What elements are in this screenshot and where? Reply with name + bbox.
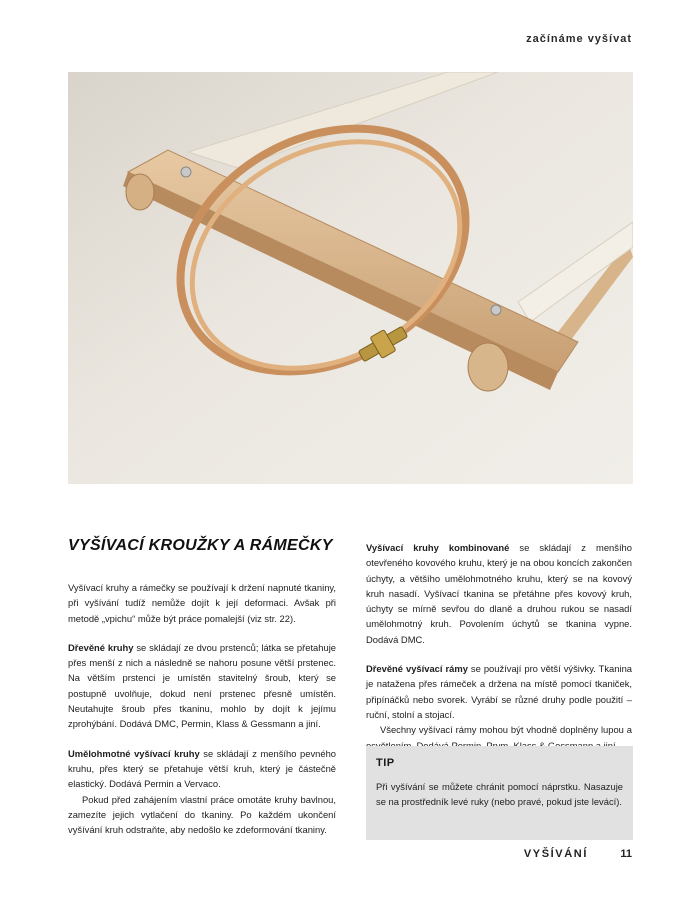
synthetic-hoops-paragraph bbox=[68, 746, 336, 792]
frames-text: se používají pro větší výšivky. Tkanina je natažena přes rámeček a držena na místě pomocí tkaniček, připínáčků nebo svorek. Vyrábí se různé druhy podle použití – ruční, stolní a stojací. bbox=[366, 663, 632, 720]
wooden-hoops-text: se skládají ze dvou prstenců; látka se přetahuje přes menší z nich a následně se nahoru posune větší prstenec. Na větším prstenci je umístěn stavitelný šroub, který se postupně uvolňuje, dokud není prstenec přesně umístěn. Neutahujte šroub přes tkaninu, mohlo by dojít k jejímu zprohýbání. Dodává DMC, Permin, Klass & Gessmann a jiní. bbox=[68, 641, 336, 730]
page-footer bbox=[0, 848, 700, 864]
synthetic-hoops-text: se skládají z menšího pevného kruhu, přes který se přetahuje větší kruh, který je částečně elastický. Dodává Permin a Vervaco. bbox=[68, 747, 336, 790]
section-title: VYŠÍVACÍ KROUŽKY A RÁMEČKY bbox=[68, 537, 333, 554]
tip-box bbox=[366, 746, 633, 840]
frames-note-paragraph: Všechny vyšívací rámy mohou být vhodně doplněny lupou a bbox=[380, 724, 632, 736]
frames-paragraph bbox=[366, 661, 632, 722]
footer-section-title: VYŠÍVÁNÍ bbox=[523, 848, 588, 860]
wooden-hoops-lead: Dřevěné kruhy bbox=[68, 641, 134, 653]
combined-hoops-lead: Vyšívací kruhy kombinované bbox=[366, 542, 510, 553]
closing-paragraph: Pokud před zahájením vlastní práce omotáte kruhy bavlnou, zamezíte jejich vytlačení do tkaniny. Po každém ukončení vyšívání kruh odstraňte, aby nedošlo ke zdeformování tkaniny. bbox=[68, 793, 336, 836]
page-number: 11 bbox=[620, 848, 632, 860]
combined-hoops-paragraph bbox=[366, 540, 632, 647]
wooden-hoops-paragraph bbox=[68, 640, 336, 732]
tip-text: Při vyšívání se můžete chránit pomocí náprstku. Nasazuje se na prostředník levé ruky (nebo pravé, pokud jste levácí). bbox=[376, 781, 623, 807]
left-column bbox=[68, 536, 336, 837]
right-column bbox=[366, 540, 632, 753]
synthetic-hoops-lead: Umělohmotné vyšívací kruhy bbox=[68, 747, 200, 759]
tip-heading: TIP bbox=[376, 757, 395, 769]
intro-paragraph: Vyšívací kruhy a rámečky se používají k držení napnuté tkaniny, při vyšívání tudíž nemůže dojít k její deformaci. Avšak při metodě „vpichu“ může být práce pomalejší (viz str. 22). bbox=[68, 582, 336, 624]
embroidery-hoop-photo bbox=[68, 72, 633, 484]
photo-illustration bbox=[68, 72, 633, 484]
frames-lead: Dřevěné vyšívací rámy bbox=[366, 663, 468, 675]
running-head: začínáme vyšívat bbox=[526, 33, 632, 45]
combined-hoops-text: se skládají z menšího otevřeného kovového kruhu, který je na obou koncích zakončen úchyty, a většího umělohmotného kruhu, který se na kovový kruh nasadí. Vyšívací tkanina se přetáhne přes kovový kruh, úchyty se mírně sevřou do dlaně a druhou rukou se nasadí umělohmotný kruh. Povolením úchytů se tkanina vypne. Dodává DMC. bbox=[366, 542, 632, 645]
